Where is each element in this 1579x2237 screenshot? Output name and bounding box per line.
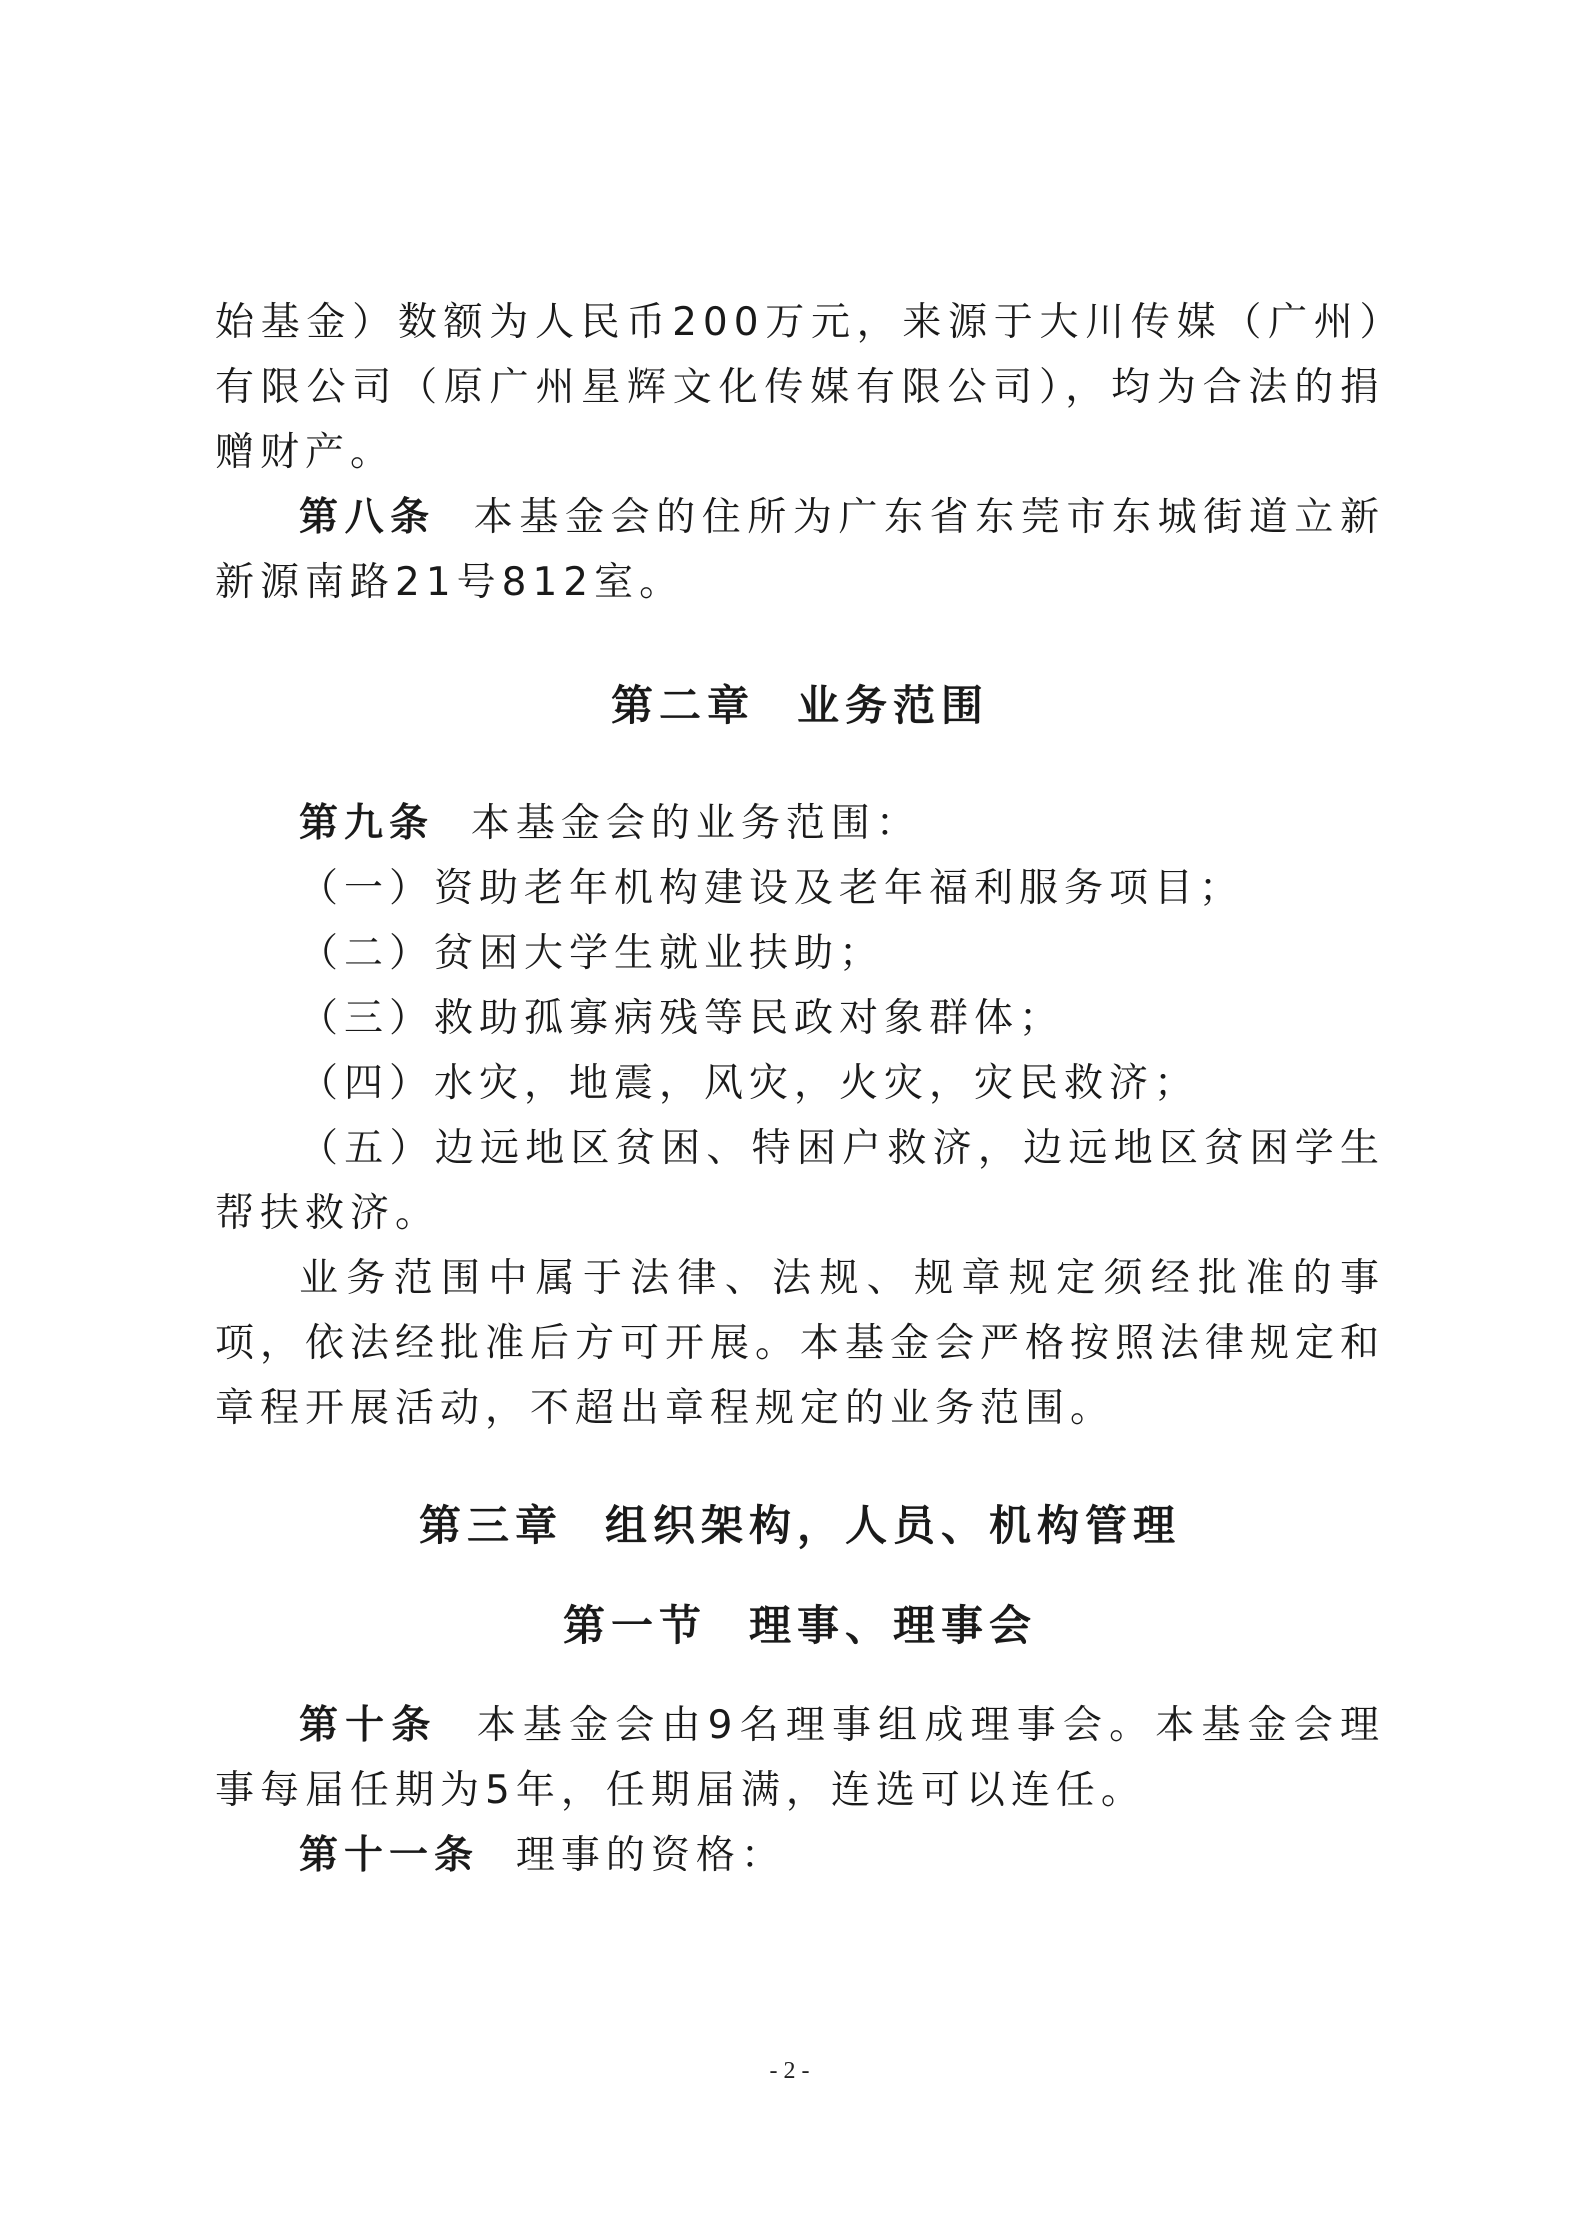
article-9	[215, 791, 1385, 856]
article-9-text: 本基金会的业务范围：	[470, 801, 921, 846]
paragraph-initial-fund: 始基金）数额为人民币200万元，来源于大川传媒（广州）有限公司（原广州星辉文化传媒有限公司），均为合法的捐赠财产。	[215, 300, 1385, 475]
article-9-item-2: （二）贫困大学生就业扶助；	[299, 931, 885, 976]
article-8-label: 第八条	[299, 495, 436, 540]
article-10-label: 第十条	[299, 1703, 438, 1748]
article-8	[215, 485, 1385, 615]
chapter-2-title: 业务范围	[797, 681, 990, 730]
chapter-3-heading	[215, 1493, 1385, 1553]
article-9-label: 第九条	[299, 801, 435, 846]
article-11-text: 理事的资格：	[515, 1833, 786, 1878]
article-9-item-5: （五）边远地区贫困、特困户救济，边远地区贫困学生帮扶救济。	[215, 1126, 1385, 1236]
chapter-2-number: 第二章	[610, 681, 755, 730]
article-9-note: 业务范围中属于法律、法规、规章规定须经批准的事项，依法经批准后方可开展。本基金会严格按照法律规定和章程开展活动，不超出章程规定的业务范围。	[215, 1256, 1386, 1431]
section-1-number: 第一节	[562, 1601, 707, 1650]
article-8-text: 本基金会的住所为广东省东莞市东城街道立新新源南路21号812室。	[215, 495, 1385, 605]
article-10-text: 本基金会由9名理事组成理事会。本基金会理事每届任期为5年，任期届满，连选可以连任。	[215, 1703, 1385, 1813]
article-9-item-3: （三）救助孤寡病残等民政对象群体；	[299, 996, 1065, 1041]
page-number: - 2 -	[769, 2058, 810, 2084]
chapter-3-title: 组织架构，人员、机构管理	[605, 1501, 1182, 1550]
page-body	[215, 290, 1385, 1888]
chapter-3-number: 第三章	[418, 1501, 563, 1550]
article-9-item-4: （四）水灾，地震，风灾，火灾，灾民救济；	[299, 1061, 1200, 1106]
article-11-label: 第十一条	[299, 1833, 480, 1878]
chapter-2-heading	[215, 673, 1385, 733]
article-9-item-1: （一）资助老年机构建设及老年福利服务项目；	[299, 866, 1245, 911]
article-11	[215, 1823, 1385, 1888]
section-1-title: 理事、理事会	[749, 1601, 1038, 1650]
section-1-heading	[215, 1593, 1385, 1653]
article-10	[215, 1693, 1385, 1823]
